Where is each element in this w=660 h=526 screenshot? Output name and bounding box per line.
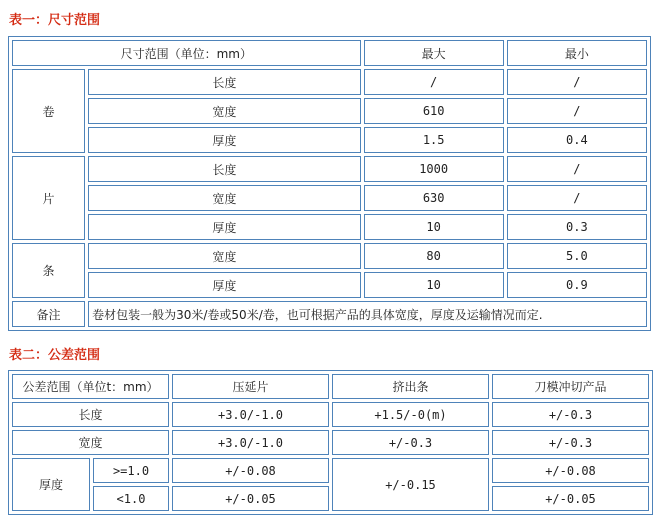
diecut-value: +/-0.3: [492, 430, 649, 455]
min-value: /: [507, 98, 647, 124]
max-value: 10: [364, 214, 504, 240]
min-value: /: [507, 156, 647, 182]
table-header-row: [12, 374, 649, 399]
row-label: 宽度: [88, 98, 360, 124]
header-max: 最大: [364, 40, 504, 66]
min-value: 0.3: [507, 214, 647, 240]
min-value: /: [507, 69, 647, 95]
diecut-value: +/-0.05: [492, 486, 649, 511]
row-label: 长度: [88, 69, 360, 95]
note-text: 卷材包装一般为30米/卷或50米/卷，也可根据产品的具体宽度，厚度及运输情况而定.: [88, 301, 647, 327]
row-label: 宽度: [88, 185, 360, 211]
min-value: /: [507, 185, 647, 211]
rolled-value: +/-0.08: [172, 458, 329, 483]
table-row: [12, 127, 647, 153]
extruded-value: +/-0.3: [332, 430, 489, 455]
row-label: 长度: [88, 156, 360, 182]
table-row: [12, 69, 647, 95]
table-row: [12, 156, 647, 182]
size-range-table: [8, 36, 651, 331]
table2-title: 表二：公差范围: [9, 348, 101, 363]
extruded-value: +/-0.15: [332, 458, 489, 511]
table-row: [12, 430, 649, 455]
row-label: 厚度: [88, 214, 360, 240]
max-value: 10: [364, 272, 504, 298]
table-row: [12, 214, 647, 240]
row-label: 宽度: [88, 243, 360, 269]
header-size-range: 尺寸范围（单位：mm）: [12, 40, 361, 66]
table-row: [12, 243, 647, 269]
min-value: 0.4: [507, 127, 647, 153]
header-die-cut-product: 刀模冲切产品: [492, 374, 649, 399]
group-roll: 卷: [12, 69, 85, 153]
min-value: 5.0: [507, 243, 647, 269]
table-row: [12, 486, 649, 511]
row-label: 厚度: [88, 127, 360, 153]
rolled-value: +3.0/-1.0: [172, 402, 329, 427]
header-tolerance-range: 公差范围（单位t：mm）: [12, 374, 169, 399]
extruded-value: +1.5/-0(m): [332, 402, 489, 427]
max-value: 630: [364, 185, 504, 211]
table-row: [12, 402, 649, 427]
max-value: 80: [364, 243, 504, 269]
min-value: 0.9: [507, 272, 647, 298]
header-min: 最小: [507, 40, 647, 66]
table-header-row: [12, 40, 647, 66]
group-sheet: 片: [12, 156, 85, 240]
row-label: 长度: [12, 402, 169, 427]
diecut-value: +/-0.3: [492, 402, 649, 427]
thickness-condition: <1.0: [93, 486, 169, 511]
table-row: [12, 272, 647, 298]
thickness-condition: >=1.0: [93, 458, 169, 483]
table-row: [12, 98, 647, 124]
row-label: 宽度: [12, 430, 169, 455]
diecut-value: +/-0.08: [492, 458, 649, 483]
note-row: [12, 301, 647, 327]
max-value: /: [364, 69, 504, 95]
rolled-value: +3.0/-1.0: [172, 430, 329, 455]
table-row: [12, 185, 647, 211]
max-value: 610: [364, 98, 504, 124]
table1-title: 表一：尺寸范围: [9, 13, 101, 28]
row-label: 厚度: [88, 272, 360, 298]
note-label: 备注: [12, 301, 85, 327]
group-strip: 条: [12, 243, 85, 298]
rolled-value: +/-0.05: [172, 486, 329, 511]
table-row: [12, 458, 649, 483]
max-value: 1000: [364, 156, 504, 182]
max-value: 1.5: [364, 127, 504, 153]
tolerance-range-table: [8, 370, 653, 515]
header-extruded-strip: 挤出条: [332, 374, 489, 399]
thickness-label: 厚度: [12, 458, 90, 511]
header-rolled-sheet: 压延片: [172, 374, 329, 399]
